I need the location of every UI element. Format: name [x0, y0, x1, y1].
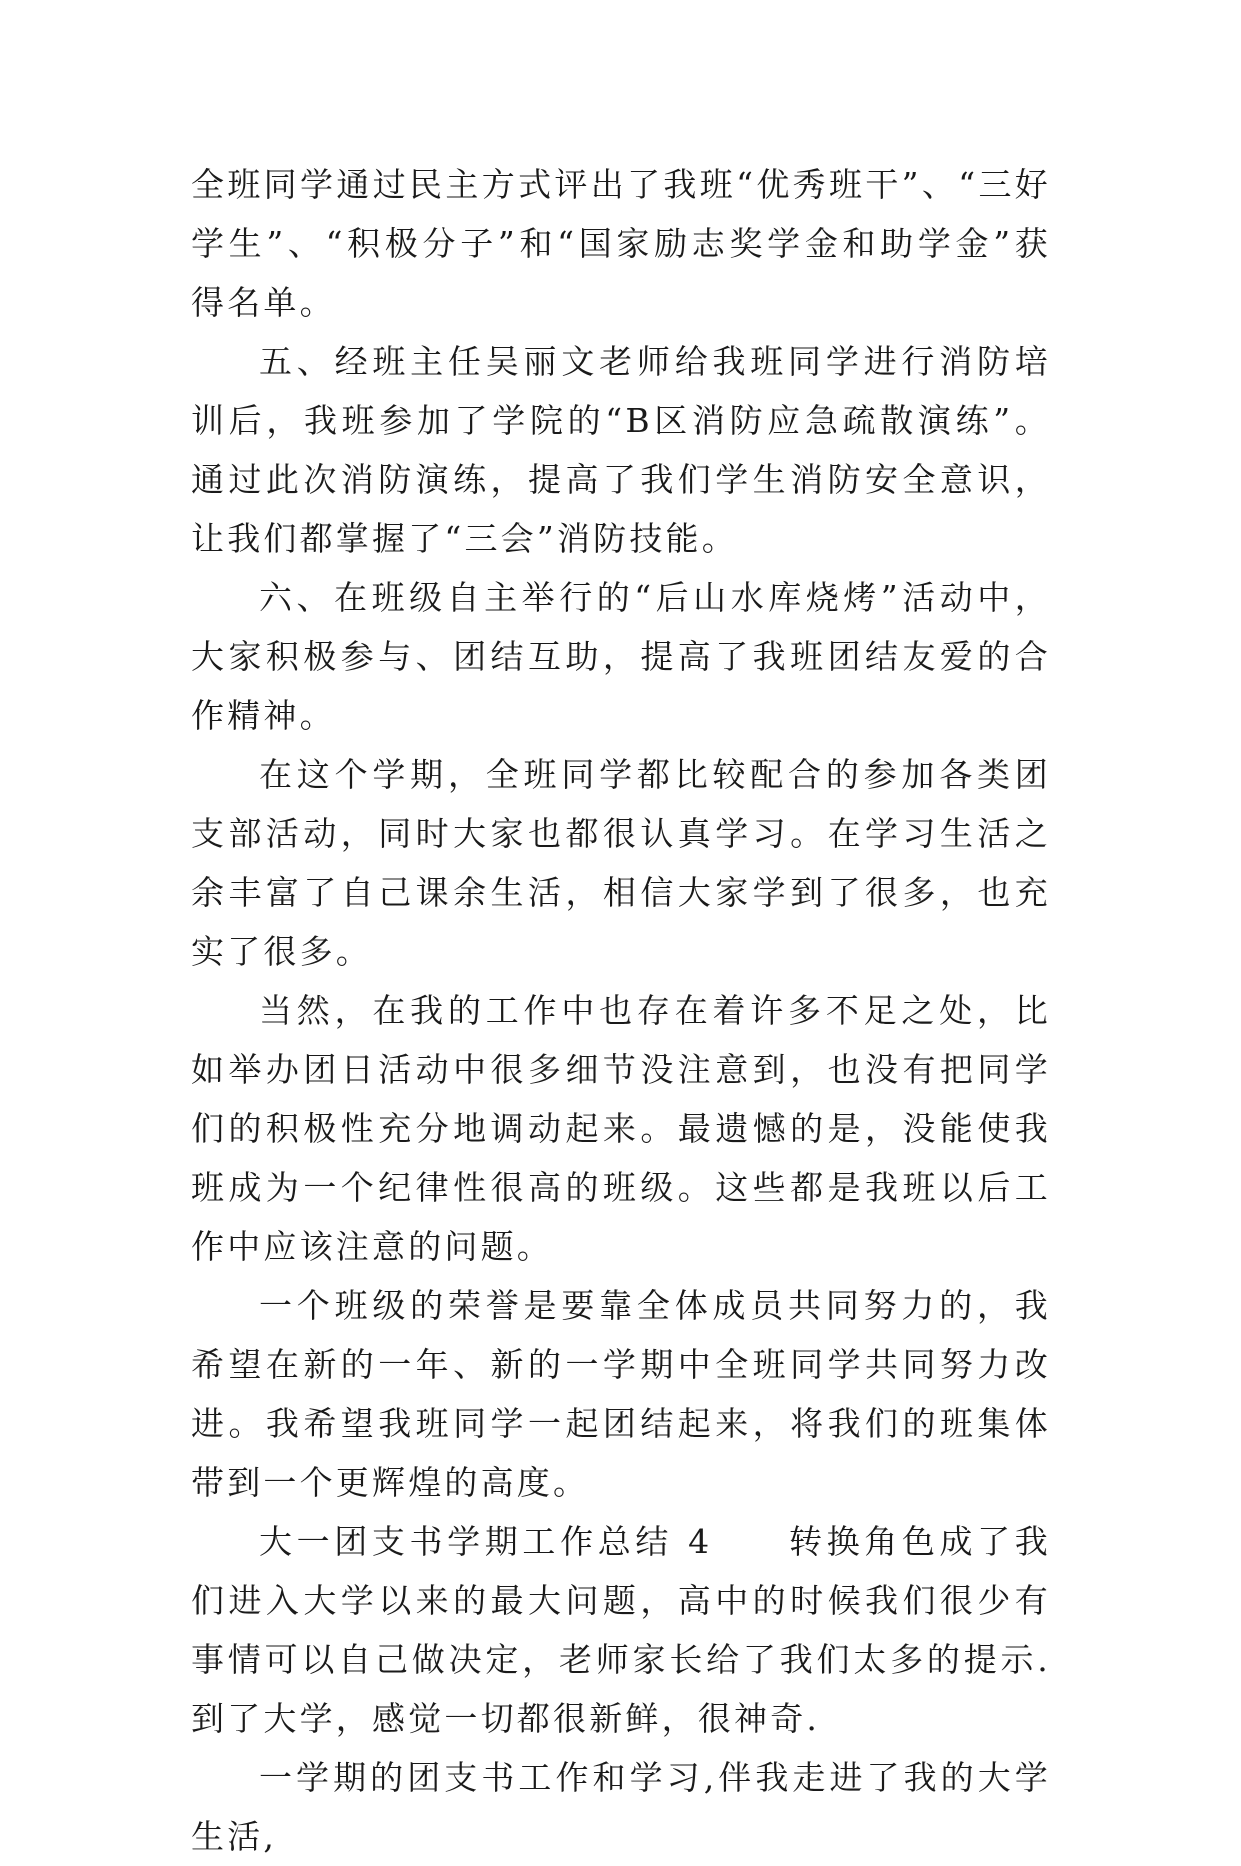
paragraph-6: 一个班级的荣誉是要靠全体成员共同努力的，我希望在新的一年、新的一学期中全班同学共同努力改进。我希望我班同学一起团结起来，将我们的班集体带到一个更辉煌的高度。 — [191, 1286, 1051, 1502]
paragraph-5: 当然，在我的工作中也存在着许多不足之处，比如举办团日活动中很多细节没注意到，也没有把同学们的积极性充分地调动起来。最遗憾的是，没能使我班成为一个纪律性很高的班级。这些都是我班以后工作中应该注意的问题。 — [191, 991, 1051, 1266]
paragraph-8: 一学期的团支书工作和学习,伴我走进了我的大学生活, — [191, 1758, 1051, 1856]
paragraph-4: 在这个学期，全班同学都比较配合的参加各类团支部活动，同时大家也都很认真学习。在学习生活之余丰富了自己课余生活，相信大家学到了很多，也充实了很多。 — [191, 755, 1051, 971]
document-body — [191, 155, 1051, 1866]
paragraph-1: 全班同学通过民主方式评出了我班“优秀班干”、“三好学生”、“积极分子”和“国家励志奖学金和助学金”获得名单。 — [191, 165, 1051, 322]
paragraph-2: 五、经班主任吴丽文老师给我班同学进行消防培训后，我班参加了学院的“B区消防应急疏散演练”。通过此次消防演练，提高了我们学生消防安全意识，让我们都掌握了“三会”消防技能。 — [191, 342, 1051, 558]
paragraph-7-section-heading: 大一团支书学期工作总结 4 转换角色成了我们进入大学以来的最大问题，高中的时候我们很少有事情可以自己做决定，老师家长给了我们太多的提示.到了大学，感觉一切都很新鲜，很神奇. — [191, 1522, 1051, 1738]
paragraph-3: 六、在班级自主举行的“后山水库烧烤”活动中，大家积极参与、团结互助，提高了我班团结友爱的合作精神。 — [191, 578, 1051, 735]
